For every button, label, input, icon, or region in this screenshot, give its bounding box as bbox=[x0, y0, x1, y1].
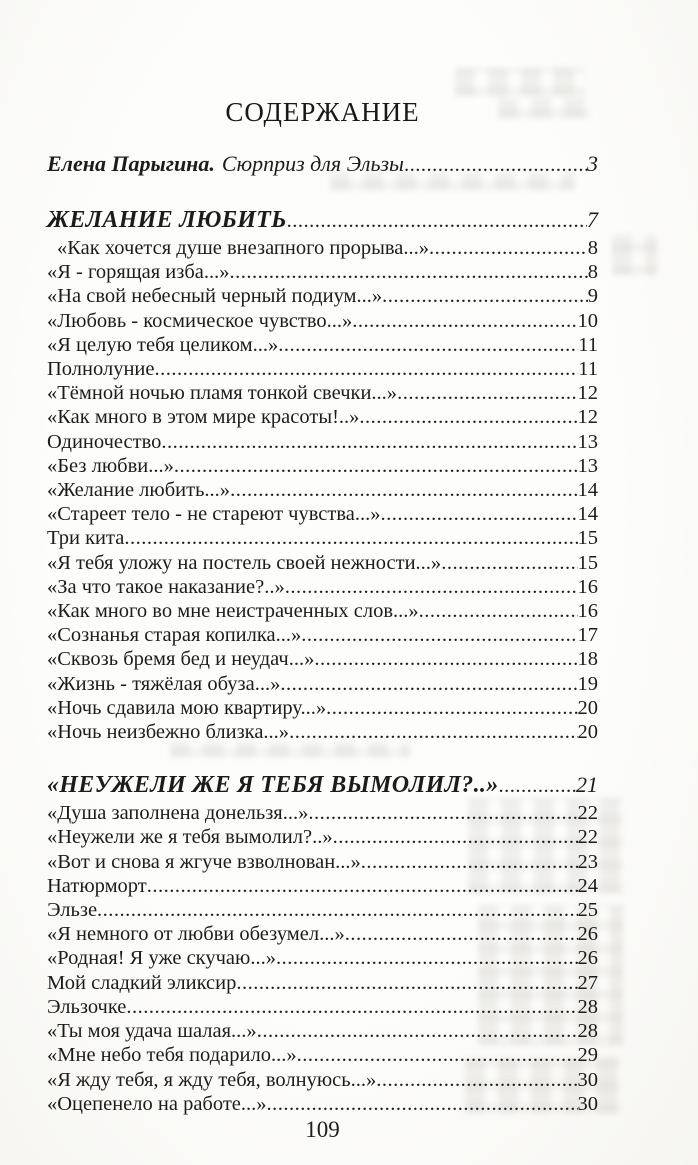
toc-entry-page: 9 bbox=[587, 285, 598, 308]
dot-leader bbox=[289, 720, 577, 744]
toc-entry-page: 12 bbox=[577, 406, 598, 429]
toc-entry-page: 23 bbox=[577, 850, 598, 873]
toc-row bbox=[47, 284, 598, 308]
showthrough-artifact bbox=[455, 68, 585, 96]
toc-row bbox=[47, 696, 598, 720]
dot-leader bbox=[236, 971, 577, 995]
toc-entry-page: 26 bbox=[577, 947, 598, 970]
toc-author-name: Елена Парыгина. bbox=[47, 151, 215, 176]
toc-entry-title: «Без любви...» bbox=[47, 454, 174, 477]
dot-leader bbox=[382, 284, 588, 308]
dot-leader bbox=[441, 551, 577, 575]
toc-entry-page: 13 bbox=[577, 454, 598, 477]
toc-row bbox=[47, 1019, 598, 1043]
dot-leader bbox=[161, 430, 577, 454]
toc-row bbox=[47, 623, 598, 647]
dot-leader bbox=[97, 898, 577, 922]
toc-entry-page: 14 bbox=[577, 479, 598, 502]
toc-entry-title: «Сквозь бремя бед и неудач...» bbox=[47, 648, 315, 671]
dot-leader bbox=[287, 207, 587, 236]
toc-entry-title: «На свой небесный черный подиум...» bbox=[47, 285, 383, 308]
dot-leader bbox=[361, 850, 578, 874]
toc-entry-page: 18 bbox=[577, 648, 598, 671]
toc-entry-page: 7 bbox=[587, 207, 598, 232]
toc-entry-page: 27 bbox=[577, 971, 598, 994]
dot-leader bbox=[285, 575, 578, 599]
toc-entry-page: 15 bbox=[577, 527, 598, 550]
toc-author-row bbox=[47, 150, 598, 179]
toc-entry-title: «Ты моя удача шалая...» bbox=[47, 1020, 257, 1043]
toc-entry-page: 10 bbox=[577, 309, 598, 332]
showthrough-artifact bbox=[612, 235, 657, 275]
dot-leader bbox=[155, 357, 579, 381]
toc-entry-title: «Родная! Я уже скучаю...» bbox=[47, 947, 276, 970]
toc-entry-title: «Я тебя уложу на постель своей нежности...» bbox=[47, 551, 442, 574]
toc-row bbox=[47, 1043, 598, 1067]
toc-row bbox=[47, 971, 598, 995]
toc-entry-page: 30 bbox=[577, 1092, 598, 1115]
toc-entry-title: «Как хочется душе внезапного прорыва...» bbox=[57, 237, 430, 259]
toc-entry-title: «Желание любить...» bbox=[47, 479, 231, 502]
toc-row bbox=[47, 770, 598, 801]
toc-row bbox=[47, 260, 598, 284]
toc-row bbox=[47, 333, 598, 357]
toc-entry-title: «Оцепенело на работе...» bbox=[47, 1092, 267, 1115]
toc-entry-page: 22 bbox=[577, 826, 598, 849]
toc-entry-page: 11 bbox=[578, 358, 598, 381]
toc-row bbox=[47, 1092, 598, 1116]
dot-leader bbox=[397, 381, 577, 405]
toc-row bbox=[47, 551, 598, 575]
toc-row bbox=[47, 922, 598, 946]
toc-entry-title: «Жизнь - тяжёлая обуза...» bbox=[47, 672, 281, 695]
toc-entry-title: «Душа заполнена донельзя...» bbox=[47, 802, 309, 825]
toc-entry-title: Натюрморт bbox=[47, 874, 147, 897]
toc-entry-page: 15 bbox=[577, 551, 598, 574]
toc-row bbox=[47, 898, 598, 922]
dot-leader bbox=[359, 405, 577, 429]
toc-row bbox=[47, 575, 598, 599]
toc-entry-page: 8 bbox=[587, 261, 598, 284]
toc-entry-title: Эльзочке bbox=[47, 995, 127, 1018]
toc-entry-page: 16 bbox=[577, 600, 598, 623]
dot-leader bbox=[126, 995, 577, 1019]
toc-entry-title: «Я - горящая изба...» bbox=[47, 261, 230, 284]
toc-entry-page: 20 bbox=[577, 721, 598, 744]
toc-list bbox=[47, 150, 598, 1116]
toc-entry-page: 3 bbox=[587, 151, 598, 176]
toc-entry-title: Полнолуние bbox=[47, 358, 155, 381]
dot-leader bbox=[174, 454, 578, 478]
dot-leader bbox=[314, 647, 577, 671]
toc-row bbox=[47, 526, 598, 550]
toc-row bbox=[47, 502, 598, 526]
dot-leader bbox=[404, 152, 587, 179]
toc-entry-title: «Стареет тело - не стареют чувства...» bbox=[47, 503, 381, 526]
toc-entry-title: «Любовь - космическое чувство...» bbox=[47, 309, 353, 332]
dot-leader bbox=[333, 825, 578, 849]
toc-row bbox=[47, 825, 598, 849]
toc-entry-page: 11 bbox=[578, 333, 598, 356]
dot-leader bbox=[376, 1068, 577, 1092]
toc-entry-page: 22 bbox=[577, 802, 598, 825]
dot-leader bbox=[230, 478, 577, 502]
dot-leader bbox=[230, 260, 588, 284]
toc-entry-title: «Ночь сдавила мою квартиру...» bbox=[47, 696, 327, 719]
toc-row bbox=[47, 357, 598, 381]
toc-row bbox=[47, 309, 598, 333]
toc-entry-page: 14 bbox=[577, 503, 598, 526]
toc-row bbox=[47, 647, 598, 671]
toc-entry-page: 13 bbox=[577, 430, 598, 453]
toc-entry-page: 21 bbox=[576, 772, 598, 798]
dot-leader bbox=[381, 502, 578, 526]
toc-author-work: Сюрприз для Эльзы bbox=[221, 151, 404, 176]
toc-entry-title: «Как много в этом мире красоты!..» bbox=[47, 406, 360, 429]
toc-entry-title: «Ночь неизбежно близка...» bbox=[47, 721, 290, 744]
toc-entry-title: «За что такое наказание?..» bbox=[47, 575, 285, 598]
toc-entry-title: «Мне небо тебя подарило...» bbox=[47, 1044, 297, 1067]
toc-entry-page: 19 bbox=[577, 672, 598, 695]
toc-row bbox=[47, 478, 598, 502]
toc-entry-page: 8 bbox=[587, 237, 598, 259]
toc-entry-page: 16 bbox=[577, 575, 598, 598]
toc-entry-page: 29 bbox=[577, 1044, 598, 1067]
toc-entry-title: «Неужели же я тебя вымолил?..» bbox=[47, 826, 333, 849]
toc-row bbox=[47, 205, 598, 236]
dot-leader bbox=[429, 236, 588, 260]
toc-entry-title: «Тёмной ночью пламя тонкой свечки...» bbox=[47, 382, 398, 405]
toc-entry-title: ЖЕЛАНИЕ ЛЮБИТЬ bbox=[47, 207, 287, 233]
toc-entry-page: 28 bbox=[577, 1020, 598, 1043]
toc-row bbox=[47, 405, 598, 429]
dot-leader bbox=[280, 672, 577, 696]
toc-row bbox=[47, 599, 598, 623]
toc-entry-title: «Сознанья старая копилка...» bbox=[47, 624, 302, 647]
toc-entry-page: 28 bbox=[577, 995, 598, 1018]
toc-entry-title: Мой сладкий эликсир bbox=[47, 971, 237, 994]
toc-row bbox=[47, 720, 598, 744]
toc-entry-page: 30 bbox=[577, 1068, 598, 1091]
dot-leader bbox=[257, 1019, 578, 1043]
toc-entry-title: Эльзе bbox=[47, 899, 98, 922]
toc-entry-page: 17 bbox=[577, 624, 598, 647]
toc-row bbox=[47, 801, 598, 825]
toc-entry-title: «НЕУЖЕЛИ ЖЕ Я ТЕБЯ ВЫМОЛИЛ?..» bbox=[47, 772, 499, 799]
toc-entry-title: «Я целую тебя целиком...» bbox=[47, 333, 279, 356]
dot-leader bbox=[326, 696, 577, 720]
toc-entry-page: 12 bbox=[577, 382, 598, 405]
toc-entry-page: 25 bbox=[577, 899, 598, 922]
dot-leader bbox=[345, 922, 578, 946]
dot-leader bbox=[276, 946, 578, 970]
toc-row bbox=[47, 1068, 598, 1092]
dot-leader bbox=[267, 1092, 578, 1116]
toc-entry-title: «Вот и снова я жгуче взволнован...» bbox=[47, 850, 361, 873]
toc-row bbox=[47, 850, 598, 874]
contents-title: СОДЕРЖАНИЕ bbox=[225, 97, 420, 127]
toc-row bbox=[47, 946, 598, 970]
dot-leader bbox=[419, 599, 578, 623]
toc-entry-page: 20 bbox=[577, 696, 598, 719]
dot-leader bbox=[278, 333, 578, 357]
toc-row bbox=[47, 454, 598, 478]
toc-entry-title: «Я немного от любви обезумел...» bbox=[47, 923, 345, 946]
dot-leader bbox=[147, 874, 578, 898]
toc-entry-title: Три кита bbox=[47, 527, 125, 550]
toc-entry-page: 26 bbox=[577, 923, 598, 946]
toc-row bbox=[47, 874, 598, 898]
toc-row bbox=[47, 430, 598, 454]
toc-row bbox=[47, 995, 598, 1019]
toc-entry-title: «Как много во мне неистраченных слов...» bbox=[47, 600, 419, 623]
dot-leader bbox=[308, 801, 577, 825]
toc-row bbox=[47, 381, 598, 405]
toc-entry-page: 24 bbox=[577, 874, 598, 897]
dot-leader bbox=[301, 623, 577, 647]
toc-entry-title: Одиночество bbox=[47, 430, 162, 453]
dot-leader bbox=[124, 526, 577, 550]
toc-row bbox=[47, 236, 598, 260]
toc-entry-title: «Я жду тебя, я жду тебя, волнуюсь...» bbox=[47, 1068, 377, 1091]
dot-leader bbox=[352, 309, 577, 333]
page-number: 109 bbox=[305, 1116, 340, 1142]
dot-leader bbox=[297, 1043, 578, 1067]
toc-row bbox=[47, 672, 598, 696]
dot-leader bbox=[499, 772, 576, 801]
